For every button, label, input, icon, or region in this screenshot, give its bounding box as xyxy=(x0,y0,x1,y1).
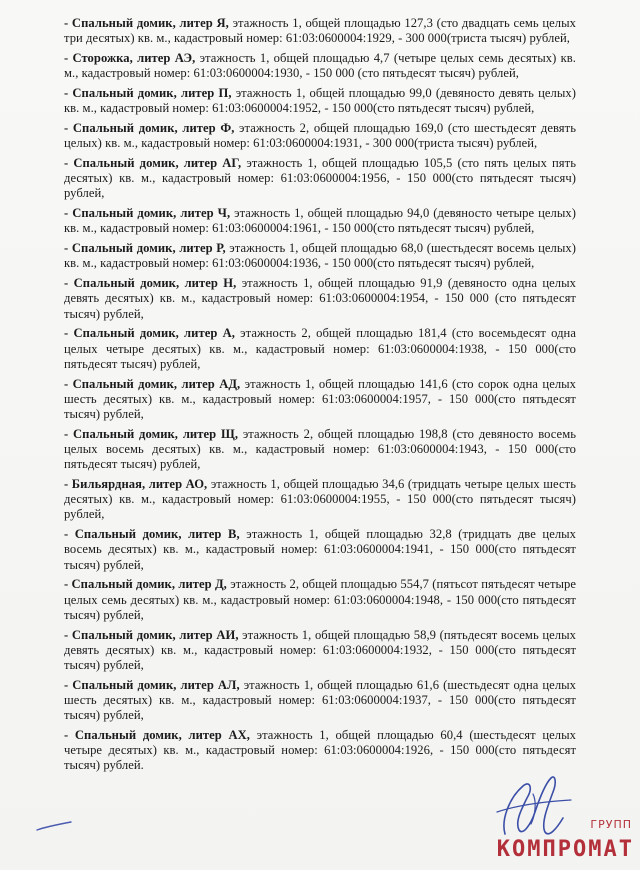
entry-details: этажность 1, общей площадью 99,0 (девяносто девять целых) кв. м., кадастровый номер: 61:03:0600004:1952, - 150 000(сто пятьдесят тысяч) рублей, xyxy=(64,86,576,116)
building-type: - Спальный домик, xyxy=(64,86,177,100)
liter-label: литер АГ, xyxy=(183,156,242,170)
list-item xyxy=(64,477,576,523)
watermark-logo xyxy=(464,818,634,862)
liter-label: литер АИ, xyxy=(179,627,239,642)
liter-label: литер Щ, xyxy=(182,426,239,441)
entry-details: этажность 1, общей площадью 60,4 (шестьдесят целых четыре десятых) кв. м., кадастровый номер: 61:03:0600004:1926, - 150 000(сто пятьдесят тысяч) рублей. xyxy=(64,728,576,773)
list-item xyxy=(64,628,576,674)
list-item xyxy=(64,86,576,116)
list-item xyxy=(64,728,576,774)
building-type: - Спальный домик, xyxy=(64,16,176,30)
liter-label: литер АД, xyxy=(181,376,241,391)
watermark-big-text: КОМПРОМАТ xyxy=(496,837,634,862)
entry-details: этажность 1, общей площадью 127,3 (сто двадцать семь целых три десятых) кв. м., кадастровый номер: 61:03:0600004:1929, - 300 000(триста тысяч) рублей, xyxy=(64,16,576,46)
building-type: - Спальный домик, xyxy=(64,376,178,391)
building-type: - Спальный домик, xyxy=(64,156,179,170)
list-item xyxy=(64,156,576,202)
liter-label: литер Ф, xyxy=(182,121,235,135)
list-item xyxy=(64,121,576,151)
liter-label: литер Д, xyxy=(178,577,227,592)
entry-details: этажность 2, общей площадью 198,8 (сто девяносто восемь целых восемь десятых) кв. м., кадастровый номер: 61:03:0600004:1943, - 150 000(сто пятьдесят тысяч) рублей, xyxy=(64,426,577,472)
list-item xyxy=(64,276,576,322)
margin-pen-mark xyxy=(35,818,75,834)
liter-label: литер АЭ, xyxy=(137,51,196,65)
building-type: - Спальный домик, xyxy=(64,206,177,221)
liter-label: литер Р, xyxy=(179,241,226,256)
liter-label: литер Ч, xyxy=(180,206,231,221)
entry-details: этажность 1, общей площадью 61,6 (шестьдесят одна целых шесть десятых) кв. м., кадастровый номер: 61:03:0600004:1937, - 150 000(сто пятьдесят тысяч) рублей, xyxy=(64,677,577,723)
list-item xyxy=(64,241,576,271)
liter-label: литер АХ, xyxy=(188,728,250,743)
list-item xyxy=(64,51,576,81)
list-item xyxy=(64,577,576,623)
list-item xyxy=(64,427,576,473)
liter-label: литер АЛ, xyxy=(180,677,240,692)
building-type: - Бильярдная, xyxy=(64,477,146,492)
liter-label: литер Н, xyxy=(184,276,237,291)
building-type: - Спальный домик, xyxy=(64,728,182,743)
liter-label: литер В, xyxy=(188,527,240,542)
entry-details: этажность 2, общей площадью 169,0 (сто шестьдесят девять целых) кв. м., кадастровый номер: 61:03:0600004:1931, - 300 000(триста тысяч) рублей, xyxy=(64,121,577,151)
entry-details: этажность 1, общей площадью 68,0 (шестьдесят восемь целых) кв. м., кадастровый номер: 61:03:0600004:1936, - 150 000(сто пятьдесят тысяч) рублей, xyxy=(64,241,576,271)
building-type: - Спальный домик, xyxy=(64,326,179,341)
liter-label: литер Я, xyxy=(179,16,229,30)
entry-details: этажность 1, общей площадью 94,0 (девяносто четыре целых) кв. м., кадастровый номер: 61:03:0600004:1961, - 150 000(сто пятьдесят тысяч) рублей, xyxy=(64,206,576,236)
building-type: - Спальный домик, xyxy=(64,577,176,592)
entry-details: этажность 1, общей площадью 91,9 (девяносто одна целых девять десятых) кв. м., кадастровый номер: 61:03:0600004:1954, - 150 000 (сто пятьдесят тысяч) рублей, xyxy=(64,276,576,321)
list-item xyxy=(64,326,576,372)
building-type: - Спальный домик, xyxy=(64,121,178,135)
entry-details: этажность 1, общей площадью 34,6 (тридцать четыре целых шесть десятых) кв. м., кадастровый номер: 61:03:0600004:1955, - 150 000(сто пятьдесят тысяч) рублей, xyxy=(64,477,576,522)
list-item xyxy=(64,678,576,724)
liter-label: литер АО, xyxy=(148,477,208,492)
entry-details: этажность 1, общей площадью 32,8 (тридцать две целых восемь десятых) кв. м., кадастровый номер: 61:03:0600004:1941, - 150 000(сто пятьдесят тысяч) рублей, xyxy=(64,527,577,572)
liter-label: литер А, xyxy=(184,326,235,341)
entry-details: этажность 1, общей площадью 105,5 (сто пять целых пять десятых) кв. м., кадастровый номер: 61:03:0600004:1956, - 150 000(сто пятьдесят тысяч) рублей, xyxy=(64,156,576,201)
watermark-small-text: ГРУПП xyxy=(590,818,632,831)
building-type: - Сторожка, xyxy=(64,51,133,65)
building-type: - Спальный домик, xyxy=(64,276,180,291)
building-type: - Спальный домик, xyxy=(64,241,176,256)
list-item xyxy=(64,527,576,573)
entry-details: этажность 1, общей площадью 58,9 (пятьдесят восемь целых девять десятых) кв. м., кадастровый номер: 61:03:0600004:1932, - 150 000(сто пятьдесят тысяч) рублей, xyxy=(64,627,576,673)
building-type: - Спальный домик, xyxy=(64,426,179,441)
property-list xyxy=(64,16,576,778)
list-item xyxy=(64,206,576,236)
entry-details: этажность 1, общей площадью 141,6 (сто сорок одна целых шесть десятых) кв. м., кадастровый номер: 61:03:0600004:1957, - 150 000(сто пятьдесят тысяч) рублей, xyxy=(64,376,577,422)
building-type: - Спальный домик, xyxy=(64,527,182,542)
list-item xyxy=(64,16,576,46)
liter-label: литер П, xyxy=(180,86,232,100)
entry-details: этажность 1, общей площадью 4,7 (четыре целых семь десятых) кв. м., кадастровый номер: 61:03:0600004:1930, - 150 000 (сто пятьдесят тысяч) рублей, xyxy=(64,51,576,81)
building-type: - Спальный домик, xyxy=(64,627,176,642)
list-item xyxy=(64,377,576,423)
entry-details: этажность 2, общей площадью 181,4 (сто восемьдесят одна целых четыре десятых) кв. м., кадастровый номер: 61:03:0600004:1938, - 150 000(сто пятьдесят тысяч) рублей, xyxy=(64,326,576,371)
building-type: - Спальный домик, xyxy=(64,677,177,692)
entry-details: этажность 2, общей площадью 554,7 (пятьсот пятьдесят четыре целых семь десятых) кв. м., кадастровый номер: 61:03:0600004:1948, - 150 000(сто пятьдесят тысяч) рублей, xyxy=(64,577,576,622)
